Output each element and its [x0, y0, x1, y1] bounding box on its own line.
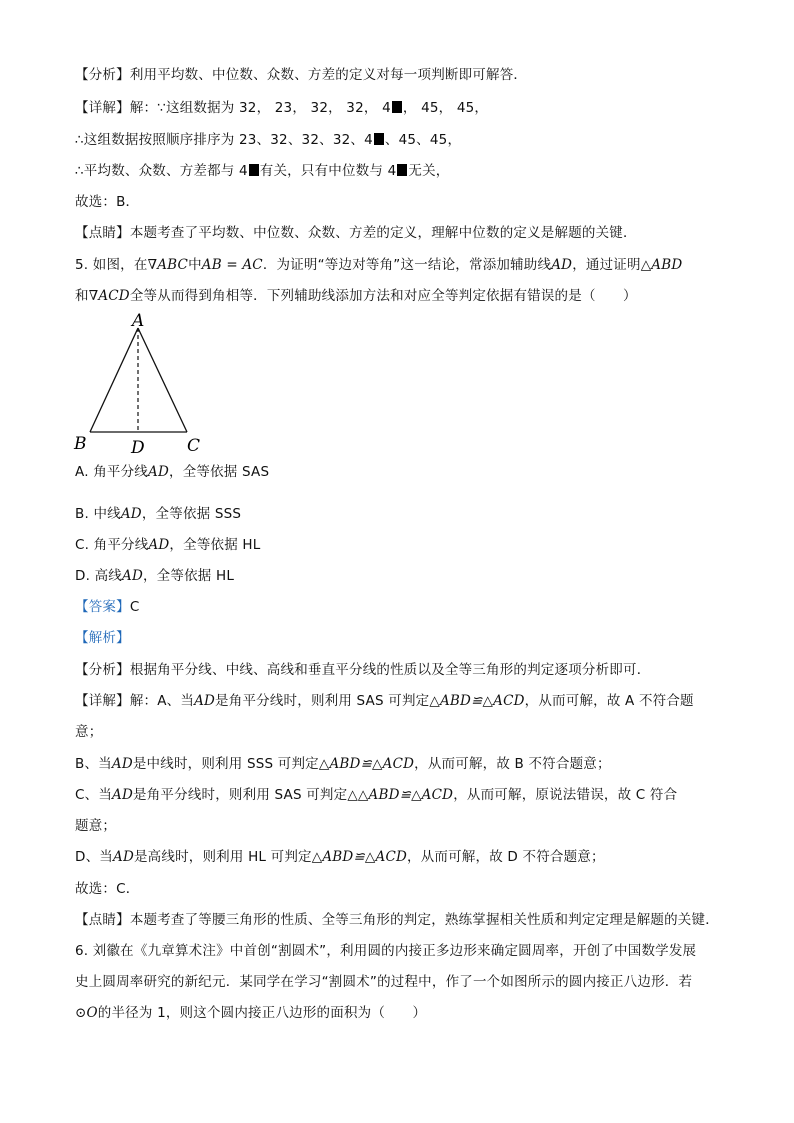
- redaction-block: [397, 164, 407, 176]
- q5-jiexi-tag: 【解析】: [75, 630, 130, 646]
- answer-value: C: [129, 599, 140, 615]
- q5-stem-line2: 和∇ACD全等从而得到角相等．下列辅助线添加方法和对应全等判定依据有错误的是（ ）: [75, 288, 637, 304]
- q5-detail-c-cont: 题意；: [75, 818, 117, 834]
- q4-choose: 故选：B．: [75, 194, 140, 210]
- q4-comment: 【点睛】本题考查了平均数、中位数、众数、方差的定义，理解中位数的定义是解题的关键．: [75, 225, 637, 241]
- q5-stem-line1: 5. 如图，在∇ABC中AB = AC．为证明“等边对等角”这一结论，常添加辅助线AD，通过证明△ABD: [75, 257, 683, 273]
- q4-sorted: ∴这组数据按照顺序排序为 23、32、32、32、4 、45、45，: [75, 132, 462, 148]
- q5-detail-b: B、当AD是中线时，则利用 SSS 可判定△ABD≌△ACD，从而可解，故 B 不符合题意；: [75, 756, 611, 772]
- q5-detail-a-cont: 意；: [75, 724, 103, 740]
- redaction-block: [392, 101, 402, 113]
- q5-comment: 【点睛】本题考查了等腰三角形的性质、全等三角形的判定，熟练掌握相关性质和判定定理是解题的关键．: [75, 912, 719, 928]
- q4-detail: 【详解】解：∵这组数据为 32， 23， 32， 32， 4 ， 45， 45，: [75, 100, 489, 116]
- vertex-label-b: B: [74, 434, 87, 454]
- option-c: C. 角平分线AD，全等依据 HL: [75, 537, 261, 553]
- q5-detail-a: 【详解】解：A、当AD是角平分线时，则利用 SAS 可判定△ABD≌△ACD，从而可解，故 A 不符合题: [75, 693, 694, 709]
- answer-tag: 【答案】: [75, 599, 130, 615]
- q6-stem-line3: ⊙O的半径为 1，则这个圆内接正八边形的面积为（ ）: [75, 1005, 427, 1021]
- q5-detail-c: C、当AD是角平分线时，则利用 SAS 可判定△△ABD≌△ACD，从而可解，原说法错误，故 C 符合: [75, 787, 678, 803]
- q6-stem-line2: 史上圆周率研究的新纪元．某同学在学习“割圆术”的过程中，作了一个如图所示的圆内接正八边形．若: [75, 974, 693, 990]
- detail-tag: 【详解】: [75, 100, 130, 116]
- side-ac: [138, 328, 187, 432]
- q4-analysis: 【分析】利用平均数、中位数、众数、方差的定义对每一项判断即可解答．: [75, 67, 528, 83]
- option-b: B. 中线AD，全等依据 SSS: [75, 506, 242, 522]
- q4-relation: ∴平均数、众数、方差都与 4 有关，只有中位数与 4 无关，: [75, 163, 450, 179]
- vertex-label-c: C: [187, 436, 201, 456]
- q5-choose: 故选：C．: [75, 881, 140, 897]
- q5-answer: [75, 597, 139, 617]
- analysis-tag: 【分析】: [75, 67, 130, 83]
- comment-tag: 【点睛】: [75, 912, 130, 928]
- detail-tag: 【详解】: [75, 693, 130, 709]
- side-ab: [90, 328, 138, 432]
- vertex-label-d: D: [131, 438, 145, 458]
- q5-analysis: 【分析】根据角平分线、中线、高线和垂直平分线的性质以及全等三角形的判定逐项分析即可．: [75, 662, 651, 678]
- redaction-block: [249, 164, 259, 176]
- redaction-block: [374, 133, 384, 145]
- triangle-figure: [70, 308, 220, 458]
- option-d: D. 高线AD，全等依据 HL: [75, 568, 235, 584]
- q5-detail-d: D、当AD是高线时，则利用 HL 可判定△ABD≌△ACD，从而可解，故 D 不符合题意；: [75, 849, 605, 865]
- vertex-label-a: A: [132, 311, 145, 331]
- option-a: A. 角平分线AD，全等依据 SAS: [75, 464, 270, 480]
- comment-tag: 【点睛】: [75, 225, 130, 241]
- q6-stem-line1: 6. 刘徽在《九章算术注》中首创“割圆术”，利用圆的内接正多边形来确定圆周率，开创了中国数学发展: [75, 943, 697, 959]
- analysis-tag: 【分析】: [75, 662, 130, 678]
